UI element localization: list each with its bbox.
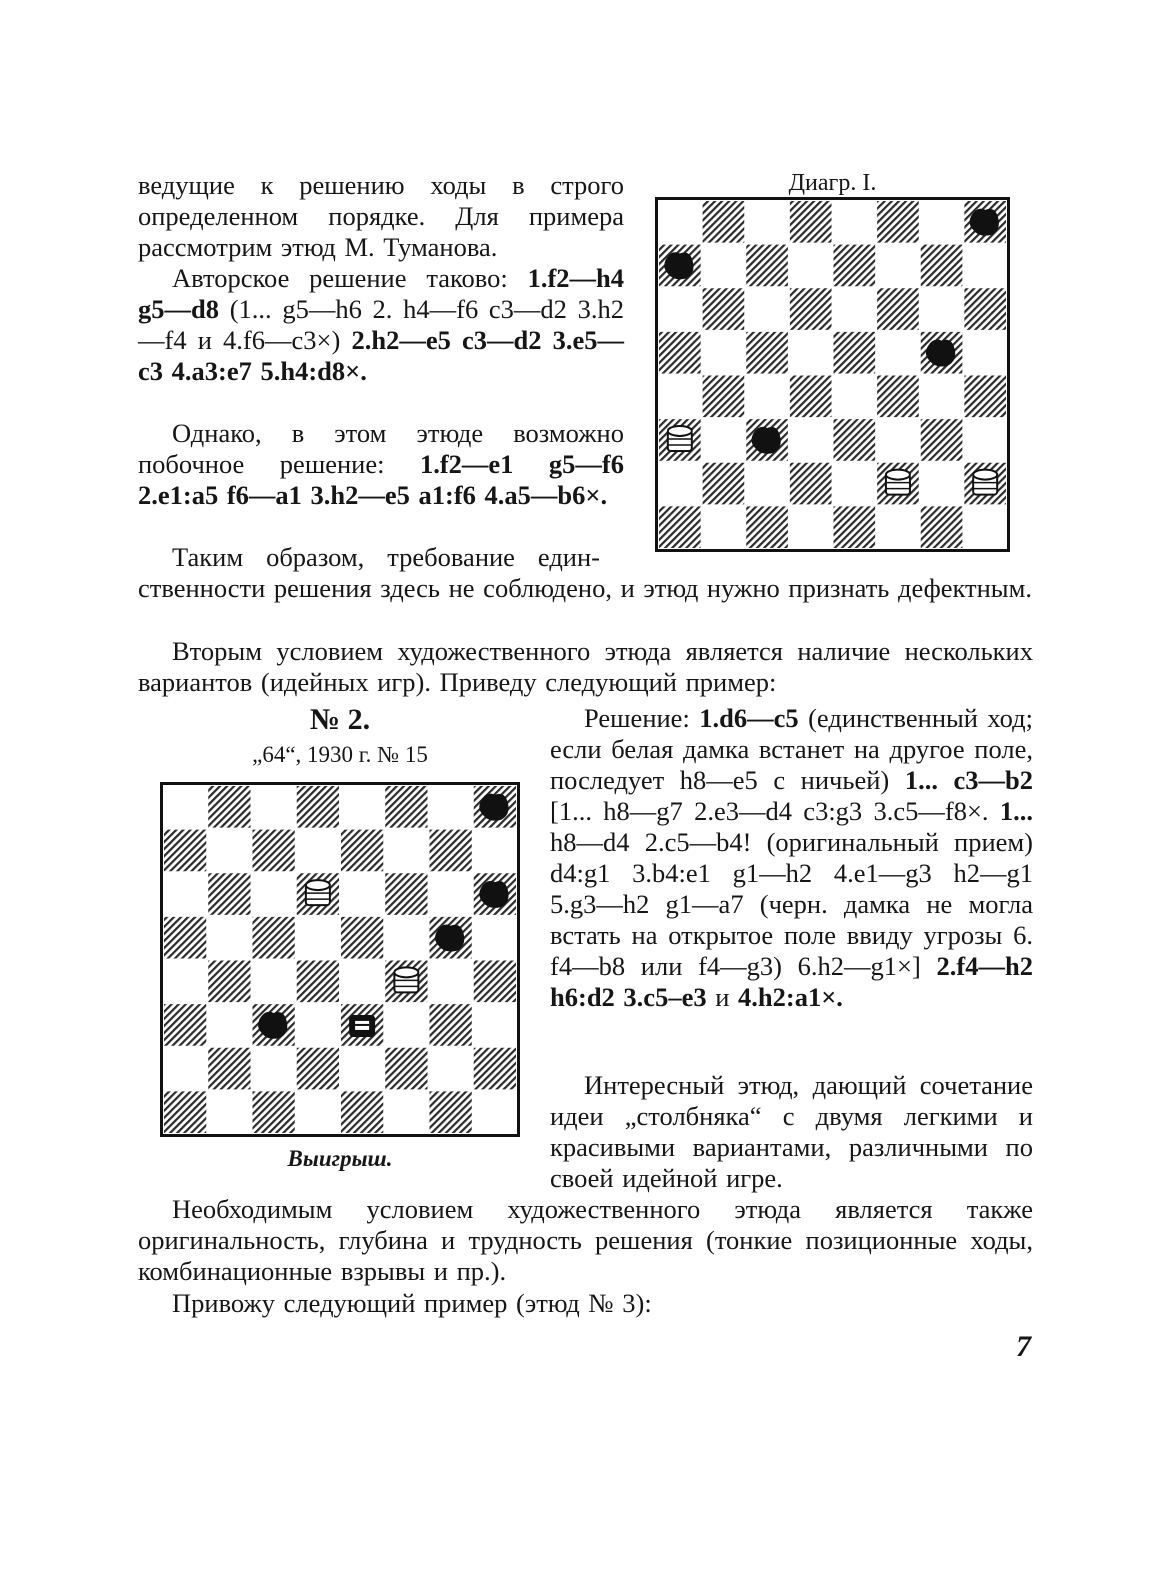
paragraph-next-example: Привожу следующий пример (этюд № 3): (172, 1288, 652, 1318)
diagram1-board (655, 197, 1010, 552)
dark-square (877, 376, 919, 418)
dark-square (834, 245, 876, 287)
white-piece-a3 (668, 426, 692, 451)
paragraph-interesting-etude: Интересный этюд, дающий сочетание идеи „столбняка“ с двумя легкими и красивыми вариантами, различными по своей идейной игре. (550, 1070, 1033, 1193)
diagram2-number: № 2. (309, 703, 371, 736)
moves-solution-reply: 1... c3—b2 (904, 765, 1034, 795)
white-piece-f2 (886, 470, 910, 495)
moves-author-variation: (1... g5—h6 2. h4—f6 c3—d2 3.h2—f4 и 4.f6—c3×) (138, 294, 624, 355)
dark-square (164, 830, 206, 872)
dark-square (877, 201, 919, 243)
text-solution-note: (единственный ход; если белая дамка встанет на другое поле, последует h8—e5 с ничьей) (550, 703, 1034, 795)
diagram2-source: „64“, 1930 г. № 15 (252, 742, 428, 767)
dark-square (164, 1004, 206, 1046)
dark-square (964, 288, 1006, 330)
dark-square (790, 201, 832, 243)
dark-square (341, 1091, 383, 1133)
diagram2-result: Выигрыш. (287, 1146, 393, 1171)
dark-square (921, 419, 963, 461)
dark-square (208, 786, 250, 828)
dark-square (385, 1048, 427, 1090)
dark-square (659, 332, 701, 374)
text-author-solution-intro: Авторское решение таково: (172, 263, 508, 293)
text-side-solution-intro: Однако, в этом этюде возможно побочное решение: (138, 418, 624, 479)
dark-square (703, 201, 745, 243)
dark-square (430, 1004, 472, 1046)
dark-square (703, 376, 745, 418)
moves-side-solution: 1.f2—e1 g5—f6 2.e1:a5 f6—a1 3.h2—e5 a1:f6 4.a5—b6×. (138, 449, 624, 510)
text-solution-label: Решение: (584, 703, 690, 733)
paragraph-second-condition: Вторым условием художественного этюда является наличие нескольких вариантов (идейных игр). Приведу следующий пример: (138, 636, 1033, 697)
dark-square (474, 961, 516, 1003)
white-piece-f4 (394, 967, 418, 992)
text-and: и (715, 982, 730, 1012)
dark-square (790, 288, 832, 330)
dark-square (964, 376, 1006, 418)
dark-square (703, 463, 745, 505)
paragraph-side-solution (138, 418, 624, 511)
dark-square (834, 419, 876, 461)
dark-square (253, 917, 295, 959)
paragraph-conclusion: ственности решения здесь не соблюдено, и этюд нужно признать дефектным. (138, 573, 1033, 603)
dark-square (253, 1091, 295, 1133)
moves-author-main: 1.f2—h4 g5—d8 (138, 263, 625, 324)
dark-square (790, 463, 832, 505)
moves-author-continuation: 2.h2—e5 c3—d2 3.e5—c3 4.a3:e7 5.h4:d8×. (138, 325, 625, 386)
dark-square (430, 1091, 472, 1133)
dark-square (659, 506, 701, 548)
moves-solution-final: 4.h2:a1×. (738, 982, 843, 1012)
dark-square (430, 830, 472, 872)
dark-square (297, 961, 339, 1003)
paragraph-intro-continued: ведущие к решению ходы в строго определенном порядке. Для примера рассмотрим этюд М. Туманова. (138, 170, 624, 262)
dark-square (921, 245, 963, 287)
paragraph-third-condition: Необходимым условием художественного этюда является также оригинальность, глубина и трудность решения (тонкие позиционные ходы, комбинационные взрывы и пр.). (138, 1194, 1033, 1286)
dark-square (834, 332, 876, 374)
dark-square (746, 506, 788, 548)
dark-square (164, 917, 206, 959)
dark-square (474, 1048, 516, 1090)
white-piece-h2 (973, 470, 997, 495)
dark-square (341, 830, 383, 872)
dark-square (790, 376, 832, 418)
moves-variation-b-start: 1... (999, 796, 1033, 826)
page-number: 7 (1016, 1330, 1031, 1363)
dark-square (208, 873, 250, 915)
dark-square (921, 506, 963, 548)
black-king-e3 (349, 1015, 375, 1037)
moves-solution-first: 1.d6—c5 (699, 703, 799, 733)
dark-square (297, 786, 339, 828)
dark-square (253, 830, 295, 872)
dark-square (297, 1048, 339, 1090)
diagram1-caption: Диагр. I. (788, 170, 877, 196)
dark-square (208, 1048, 250, 1090)
dark-square (385, 873, 427, 915)
dark-square (164, 1091, 206, 1133)
dark-square (877, 288, 919, 330)
paragraph-conclusion-line1: Таким образом, требование един- (172, 542, 600, 572)
dark-square (208, 961, 250, 1003)
diagram2-board (160, 782, 520, 1137)
dark-square (385, 786, 427, 828)
dark-square (746, 332, 788, 374)
dark-square (703, 288, 745, 330)
paragraph-author-solution (138, 263, 624, 387)
moves-variation-b: h8—d4 2.c5—b4! (оригинальный прием) d4:g1 3.b4:e1 g1—h2 4.e1—g3 h2—g1 5.g3—h2 g1—a7 (черн. дамка не могла встать на открытое поле ввиду угрозы 6. f4—b8 или f4—g3) 6.h2—g1×] (550, 827, 1033, 981)
dark-square (341, 917, 383, 959)
paragraph-solution-etude2 (550, 703, 1033, 1013)
dark-square (746, 245, 788, 287)
white-piece-d6 (306, 880, 330, 905)
moves-solution-main: 2.f4—h2 h6:d2 3.c5–e3 (550, 951, 1033, 1012)
moves-variation-a: [1... h8—g7 2.e3—d4 c3:g3 3.c5—f8×. (550, 796, 989, 826)
dark-square (834, 506, 876, 548)
